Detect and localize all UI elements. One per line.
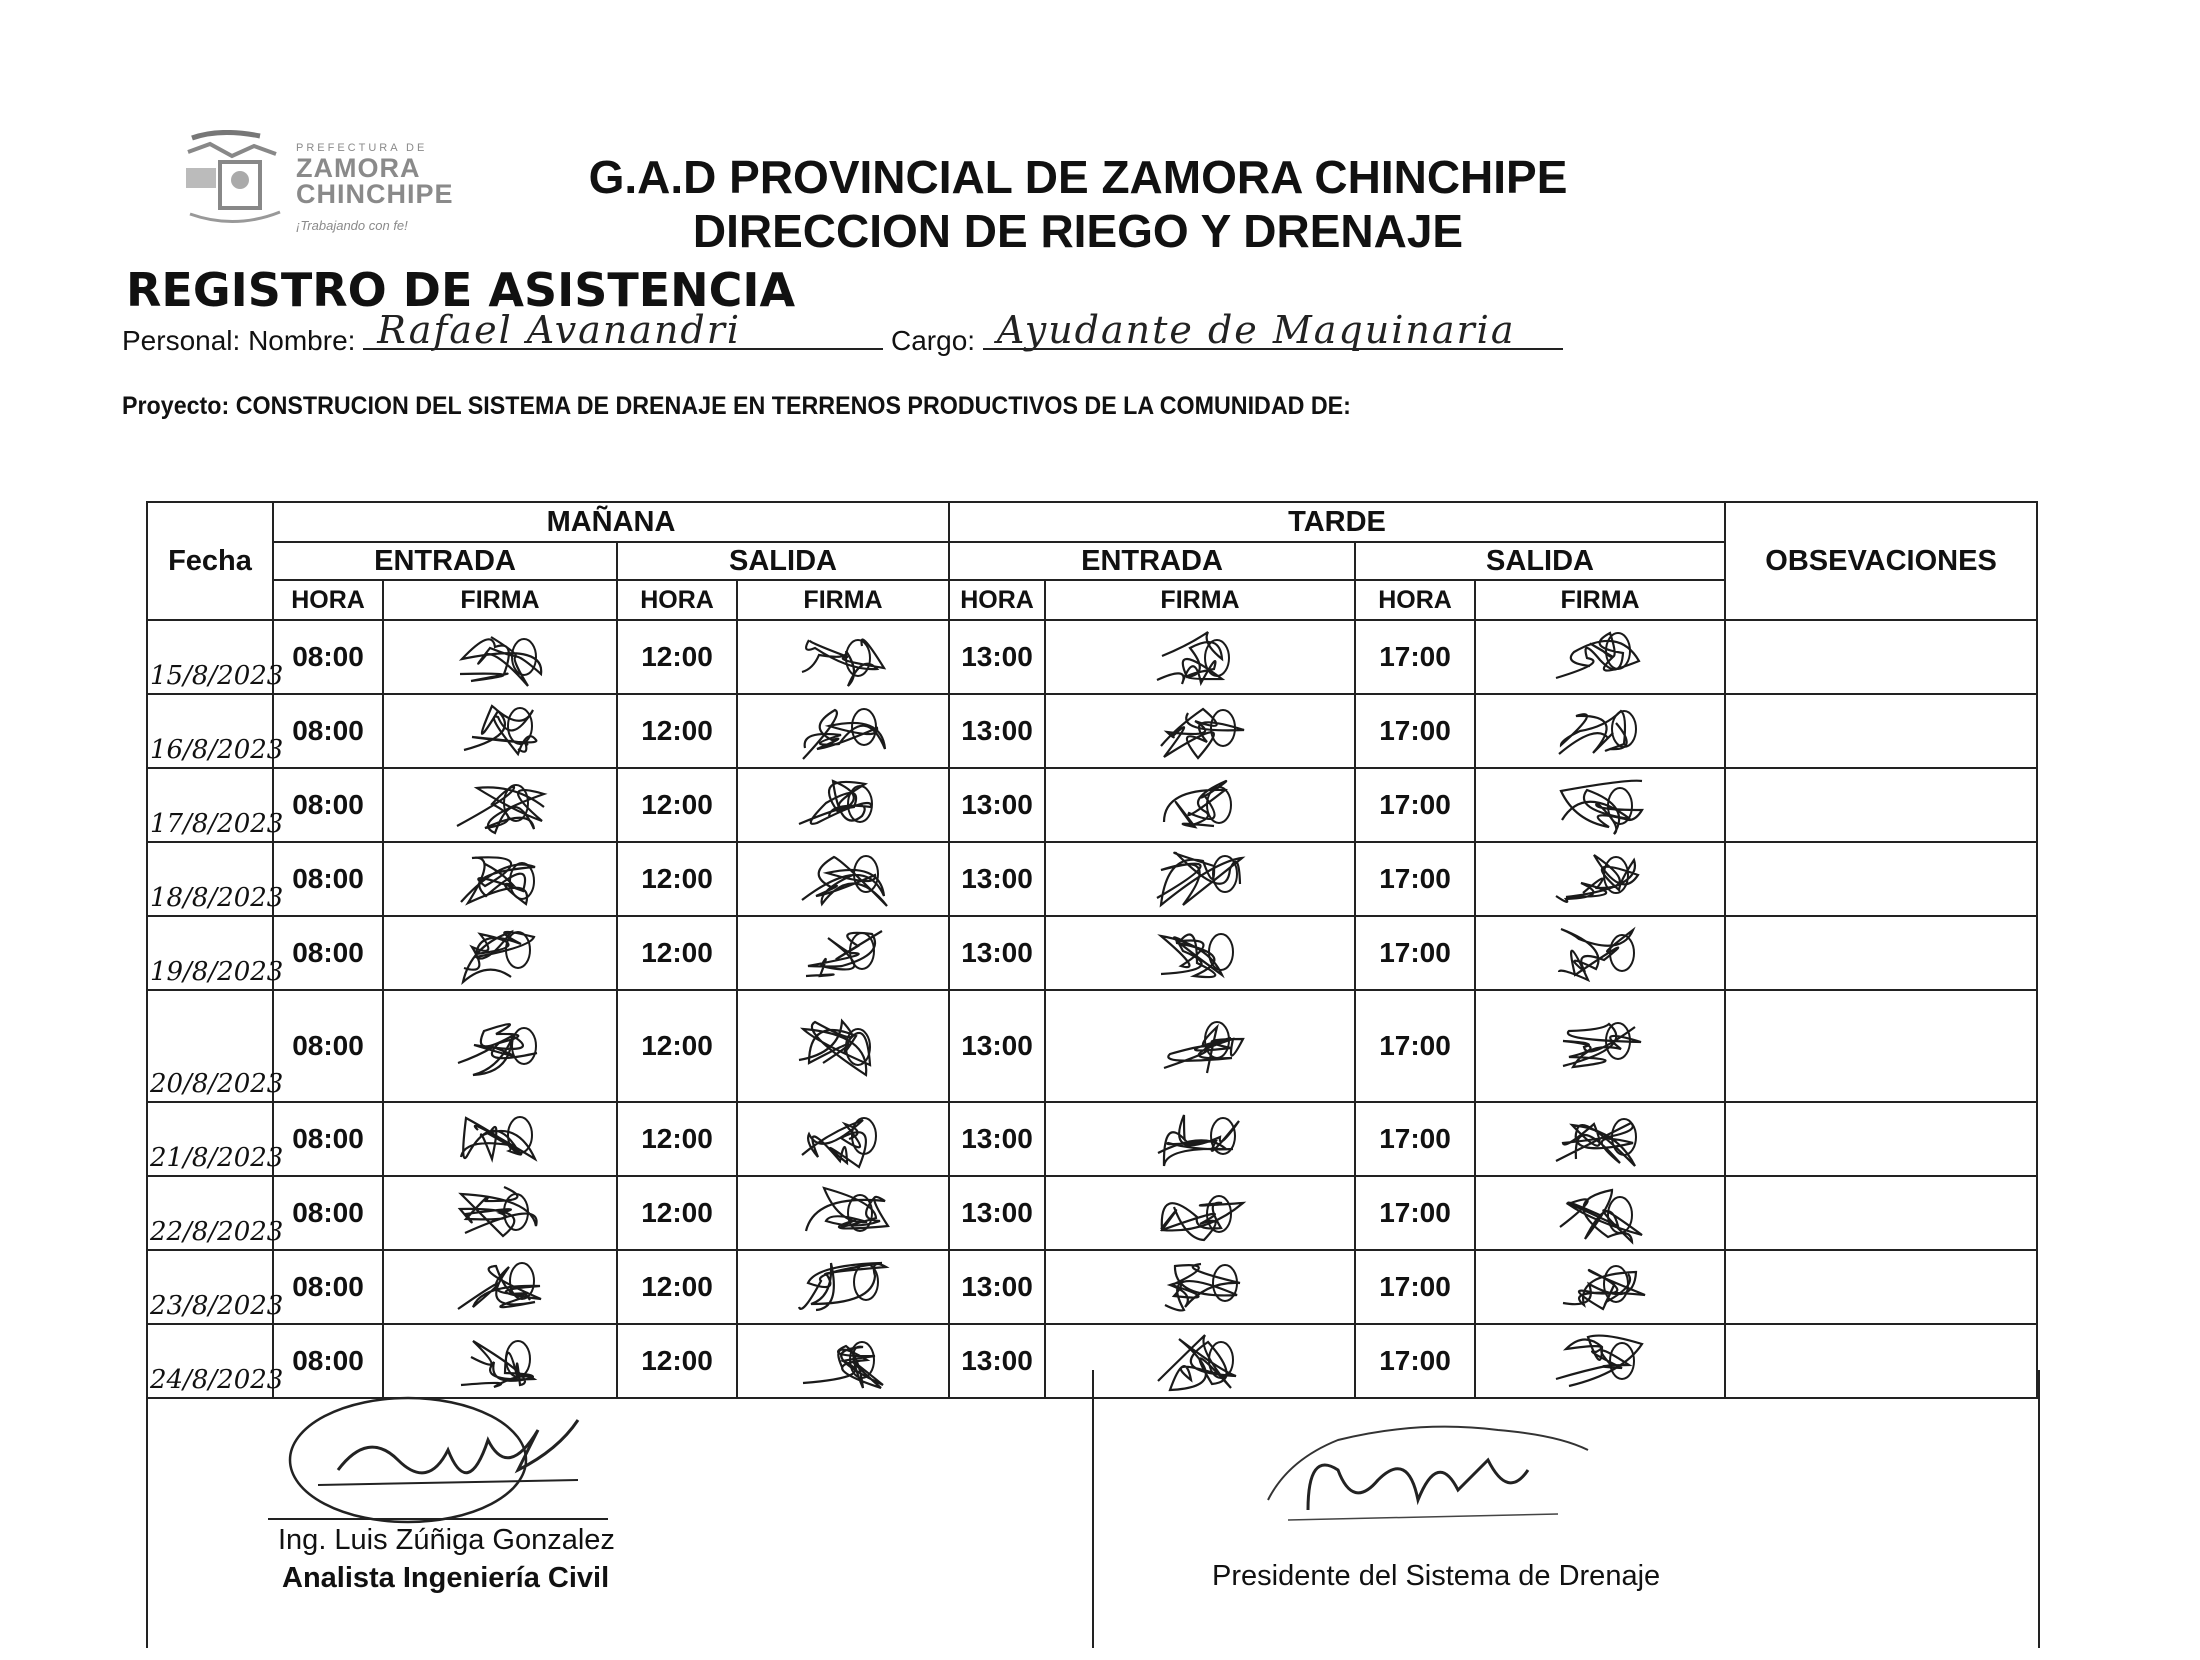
- signature-scribble: [445, 1251, 555, 1323]
- firma-cell[interactable]: [1045, 1176, 1355, 1250]
- firma-cell[interactable]: [1045, 620, 1355, 694]
- hora-cell: 13:00: [949, 694, 1045, 768]
- firma-cell[interactable]: [383, 1250, 617, 1324]
- firma-header: FIRMA: [737, 580, 949, 620]
- signature-scribble: [1545, 769, 1655, 841]
- engineer-signature-line: [268, 1518, 608, 1520]
- emblem-icon: [180, 130, 290, 230]
- observaciones-cell[interactable]: [1725, 694, 2037, 768]
- signature-scribble: [788, 843, 898, 915]
- signature-scribble: [1545, 695, 1655, 767]
- signature-scribble: [788, 1251, 898, 1323]
- attendance-table: [146, 501, 2038, 1399]
- signature-scribble: [1545, 1251, 1655, 1323]
- tarde-entrada-header: ENTRADA: [949, 542, 1355, 580]
- signature-scribble: [1545, 917, 1655, 989]
- signature-scribble: [1145, 621, 1255, 693]
- attendance-row: [147, 1102, 2037, 1176]
- hora-header: HORA: [1355, 580, 1475, 620]
- hora-cell: 12:00: [617, 768, 737, 842]
- signature-scribble: [788, 621, 898, 693]
- firma-cell[interactable]: [737, 916, 949, 990]
- cargo-field[interactable]: [983, 308, 1563, 352]
- signature-scribble: [788, 769, 898, 841]
- firma-cell[interactable]: [383, 916, 617, 990]
- firma-header: FIRMA: [1045, 580, 1355, 620]
- signature-scribble: [1545, 1177, 1655, 1249]
- nombre-label: Personal: Nombre:: [122, 325, 356, 356]
- firma-cell[interactable]: [1045, 768, 1355, 842]
- firma-cell[interactable]: [1045, 694, 1355, 768]
- firma-cell[interactable]: [737, 842, 949, 916]
- firma-cell[interactable]: [1045, 842, 1355, 916]
- firma-cell[interactable]: [383, 694, 617, 768]
- cargo-label: Cargo:: [891, 325, 976, 356]
- fecha-cell: [147, 768, 284, 842]
- firma-cell[interactable]: [737, 620, 949, 694]
- signature-scribble: [445, 843, 555, 915]
- signature-scribble: [1145, 1103, 1255, 1175]
- attendance-row: [147, 694, 2037, 768]
- firma-cell[interactable]: [1475, 768, 1725, 842]
- attendance-row: [147, 768, 2037, 842]
- observaciones-cell[interactable]: [1725, 916, 2037, 990]
- firma-cell[interactable]: [383, 620, 617, 694]
- hora-cell: 08:00: [273, 916, 383, 990]
- hora-cell: 12:00: [617, 1102, 737, 1176]
- fecha-handwritten: 21/8/2023: [150, 1143, 284, 1173]
- fecha-cell: [147, 916, 284, 990]
- hora-cell: 08:00: [273, 1250, 383, 1324]
- signature-footer: [146, 1370, 2040, 1648]
- signature-scribble: [445, 1177, 555, 1249]
- hora-cell: 12:00: [617, 842, 737, 916]
- logo-tagline: ¡Trabajando con fe!: [296, 218, 408, 233]
- fecha-handwritten: 17/8/2023: [150, 809, 284, 839]
- firma-cell[interactable]: [737, 1102, 949, 1176]
- hora-cell: 13:00: [949, 1324, 1045, 1398]
- hora-cell: 08:00: [273, 1176, 383, 1250]
- president-signature: [1258, 1410, 1598, 1540]
- president-title: Presidente del Sistema de Drenaje: [1212, 1560, 1661, 1592]
- logo-prefectura-text: PREFECTURA DE: [296, 142, 428, 154]
- fecha-cell: [147, 694, 284, 768]
- firma-cell[interactable]: [1475, 620, 1725, 694]
- observaciones-cell[interactable]: [1725, 620, 2037, 694]
- hora-cell: 08:00: [273, 990, 383, 1102]
- firma-cell[interactable]: [737, 1176, 949, 1250]
- department-title: DIRECCION DE RIEGO Y DRENAJE: [692, 205, 1464, 257]
- observaciones-cell[interactable]: [1725, 1250, 2037, 1324]
- hora-cell: 12:00: [617, 1176, 737, 1250]
- observaciones-cell[interactable]: [1725, 990, 2037, 1102]
- firma-cell[interactable]: [383, 842, 617, 916]
- observaciones-header: OBSEVACIONES: [1725, 502, 2037, 620]
- hora-header: HORA: [949, 580, 1045, 620]
- firma-cell[interactable]: [1045, 1102, 1355, 1176]
- fecha-handwritten: 23/8/2023: [150, 1291, 284, 1321]
- fecha-header: Fecha: [147, 502, 273, 620]
- attendance-row: [147, 620, 2037, 694]
- form-title: REGISTRO DE ASISTENCIA: [126, 263, 796, 317]
- signature-scribble: [1145, 769, 1255, 841]
- hora-cell: 13:00: [949, 1176, 1045, 1250]
- signature-scribble: [788, 695, 898, 767]
- signature-scribble: [1145, 1010, 1255, 1082]
- hora-cell: 17:00: [1355, 1176, 1475, 1250]
- fecha-handwritten: 15/8/2023: [150, 661, 284, 691]
- hora-cell: 08:00: [273, 694, 383, 768]
- firma-cell[interactable]: [1475, 842, 1725, 916]
- attendance-row: [147, 1176, 2037, 1250]
- fecha-handwritten: 22/8/2023: [150, 1217, 284, 1247]
- hora-cell: 17:00: [1355, 1324, 1475, 1398]
- firma-cell[interactable]: [1475, 916, 1725, 990]
- signature-scribble: [1145, 917, 1255, 989]
- firma-cell[interactable]: [1045, 916, 1355, 990]
- firma-cell[interactable]: [1475, 1250, 1725, 1324]
- institution-title: G.A.D PROVINCIAL DE ZAMORA CHINCHIPE: [588, 151, 1568, 203]
- nombre-handwritten: Rafael Avanandri: [377, 308, 742, 352]
- fecha-cell: [147, 620, 284, 694]
- hora-cell: 17:00: [1355, 916, 1475, 990]
- firma-cell[interactable]: [1045, 990, 1355, 1102]
- fecha-cell: [147, 842, 284, 916]
- firma-header: FIRMA: [383, 580, 617, 620]
- manana-salida-header: SALIDA: [617, 542, 949, 580]
- hora-cell: 17:00: [1355, 694, 1475, 768]
- firma-cell[interactable]: [737, 694, 949, 768]
- hora-cell: 12:00: [617, 1250, 737, 1324]
- hora-cell: 08:00: [273, 620, 383, 694]
- attendance-row: [147, 990, 2037, 1102]
- hora-cell: 17:00: [1355, 842, 1475, 916]
- fecha-handwritten: 18/8/2023: [150, 883, 284, 913]
- firma-cell[interactable]: [383, 1102, 617, 1176]
- attendance-row: [147, 842, 2037, 916]
- fecha-cell: [147, 1176, 284, 1250]
- manana-header: MAÑANA: [273, 502, 949, 542]
- fecha-cell: [147, 1250, 284, 1324]
- hora-cell: 17:00: [1355, 620, 1475, 694]
- hora-cell: 17:00: [1355, 990, 1475, 1102]
- proyecto-line: Proyecto: CONSTRUCION DEL SISTEMA DE DRENAJE EN TERRENOS PRODUCTIVOS DE LA COMUNIDAD DE:: [122, 392, 1351, 420]
- hora-cell: 13:00: [949, 842, 1045, 916]
- hora-cell: 12:00: [617, 990, 737, 1102]
- signature-scribble: [788, 1177, 898, 1249]
- signature-scribble: [445, 621, 555, 693]
- signature-scribble: [1545, 1010, 1655, 1082]
- cargo-handwritten: Ayudante de Maquinaria: [996, 308, 1516, 352]
- hora-cell: 13:00: [949, 916, 1045, 990]
- manana-entrada-header: ENTRADA: [273, 542, 617, 580]
- signature-scribble: [1145, 1251, 1255, 1323]
- fecha-handwritten: 24/8/2023: [150, 1365, 284, 1395]
- signature-scribble: [1145, 695, 1255, 767]
- observaciones-cell[interactable]: [1725, 842, 2037, 916]
- observaciones-cell[interactable]: [1725, 1176, 2037, 1250]
- hora-cell: 12:00: [617, 916, 737, 990]
- firma-cell[interactable]: [383, 1176, 617, 1250]
- hora-cell: 17:00: [1355, 1250, 1475, 1324]
- signature-scribble: [1545, 621, 1655, 693]
- tarde-salida-header: SALIDA: [1355, 542, 1725, 580]
- engineer-signature: [278, 1390, 628, 1530]
- firma-cell[interactable]: [1475, 1176, 1725, 1250]
- engineer-role: Analista Ingeniería Civil: [282, 1562, 610, 1594]
- footer-divider: [1092, 1370, 1094, 1648]
- hora-cell: 08:00: [273, 768, 383, 842]
- hora-cell: 12:00: [617, 1324, 737, 1398]
- signature-scribble: [445, 1010, 555, 1082]
- hora-cell: 12:00: [617, 694, 737, 768]
- hora-cell: 17:00: [1355, 1102, 1475, 1176]
- firma-cell[interactable]: [737, 1250, 949, 1324]
- signature-scribble: [445, 1103, 555, 1175]
- hora-header: HORA: [273, 580, 383, 620]
- prefectura-logo: [180, 130, 480, 240]
- firma-cell[interactable]: [383, 768, 617, 842]
- firma-cell[interactable]: [1475, 990, 1725, 1102]
- fecha-cell: [147, 1102, 284, 1176]
- hora-cell: 13:00: [949, 620, 1045, 694]
- logo-zamora-text: ZAMORA: [296, 153, 421, 183]
- logo-chinchipe-text: CHINCHIPE: [296, 179, 454, 209]
- firma-cell[interactable]: [737, 768, 949, 842]
- personal-row: [122, 308, 1563, 357]
- hora-cell: 13:00: [949, 1250, 1045, 1324]
- hora-cell: 13:00: [949, 990, 1045, 1102]
- signature-scribble: [445, 695, 555, 767]
- signature-scribble: [788, 1103, 898, 1175]
- signature-scribble: [1145, 1177, 1255, 1249]
- attendance-row: [147, 916, 2037, 990]
- signature-scribble: [445, 769, 555, 841]
- hora-cell: 12:00: [617, 620, 737, 694]
- signature-scribble: [445, 917, 555, 989]
- firma-cell[interactable]: [737, 990, 949, 1102]
- firma-cell[interactable]: [1045, 1250, 1355, 1324]
- hora-cell: 08:00: [273, 842, 383, 916]
- fecha-handwritten: 20/8/2023: [150, 1069, 284, 1099]
- signature-scribble: [1145, 843, 1255, 915]
- signature-scribble: [1545, 1103, 1655, 1175]
- signature-scribble: [788, 917, 898, 989]
- fecha-handwritten: 19/8/2023: [150, 957, 284, 987]
- firma-cell[interactable]: [1475, 694, 1725, 768]
- hora-cell: 13:00: [949, 768, 1045, 842]
- observaciones-cell[interactable]: [1725, 768, 2037, 842]
- hora-cell: 08:00: [273, 1102, 383, 1176]
- firma-cell[interactable]: [1475, 1102, 1725, 1176]
- signature-scribble: [788, 1010, 898, 1082]
- nombre-field[interactable]: [363, 308, 883, 352]
- observaciones-cell[interactable]: [1725, 1102, 2037, 1176]
- fecha-handwritten: 16/8/2023: [150, 735, 284, 765]
- hora-header: HORA: [617, 580, 737, 620]
- firma-header: FIRMA: [1475, 580, 1725, 620]
- hora-cell: 08:00: [273, 1324, 383, 1398]
- hora-cell: 13:00: [949, 1102, 1045, 1176]
- engineer-name: Ing. Luis Zúñiga Gonzalez: [278, 1524, 615, 1556]
- firma-cell[interactable]: [383, 990, 617, 1102]
- hora-cell: 17:00: [1355, 768, 1475, 842]
- fecha-cell: [147, 990, 284, 1102]
- attendance-row: [147, 1250, 2037, 1324]
- signature-scribble: [1545, 843, 1655, 915]
- tarde-header: TARDE: [949, 502, 1725, 542]
